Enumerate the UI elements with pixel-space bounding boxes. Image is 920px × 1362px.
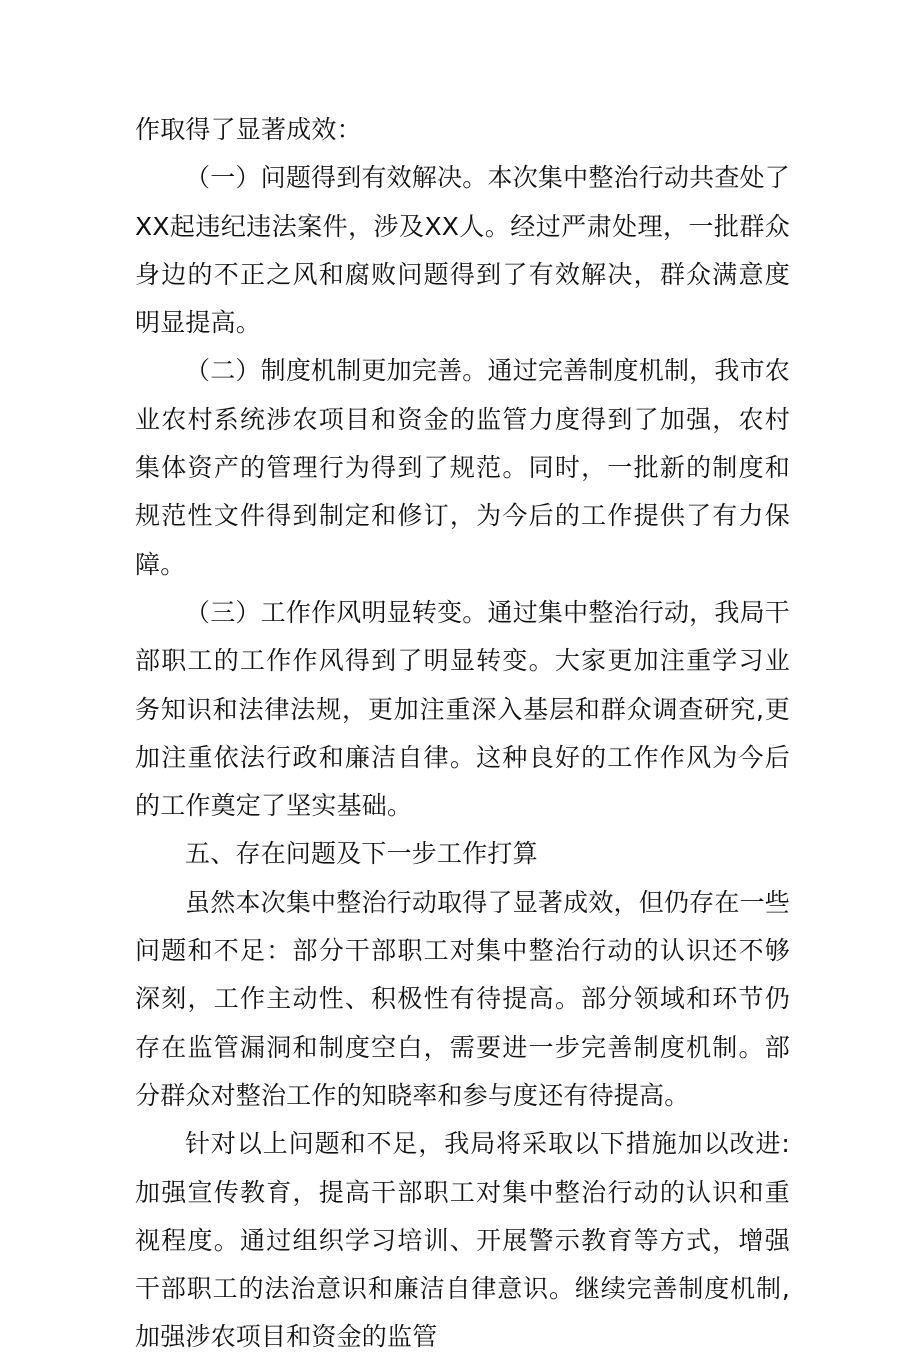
paragraph-item-2: （二）制度机制更加完善。通过完善制度机制，我市农业农村系统涉农项目和资金的监管力度得到了加强，农村集体资产的管理行为得到了规范。同时，一批新的制度和规范性文件得到制定和修订，为今后的工作提供了有力保障。 — [135, 356, 790, 579]
document-body — [135, 106, 790, 1362]
paragraph-measures: 针对以上问题和不足，我局将采取以下措施加以改进:加强宣传教育，提高干部职工对集中整治行动的认识和重视程度。通过组织学习培训、开展警示教育等方式，增强干部职工的法治意识和廉洁自律意识。继续完善制度机制,加强涉农项目和资金的监管 — [135, 1129, 790, 1352]
section-heading-5: 五、存在问题及下一步工作打算 — [185, 839, 538, 869]
paragraph-problems: 虽然本次集中整治行动取得了显著成效，但仍存在一些问题和不足：部分干部职工对集中整治行动的认识还不够深刻，工作主动性、积极性有待提高。部分领域和环节仍存在监管漏洞和制度空白，需要进一步完善制度机制。部分群众对整治工作的知晓率和参与度还有待提高。 — [135, 887, 790, 1110]
paragraph-item-3: （三）工作作风明显转变。通过集中整治行动，我局干部职工的工作作风得到了明显转变。大家更加注重学习业务知识和法律法规，更加注重深入基层和群众调查研究,更加注重依法行政和廉洁自律。这种良好的工作作风为今后的工作奠定了坚实基础。 — [135, 597, 790, 821]
paragraph-item-1: （一）问题得到有效解决。本次集中整治行动共查处了XX起违纪违法案件，涉及XX人。经过严肃处理，一批群众身边的不正之风和腐败问题得到了有效解决，群众满意度明显提高。 — [135, 163, 790, 338]
paragraph-continuation: 作取得了显著成效： — [135, 115, 362, 144]
